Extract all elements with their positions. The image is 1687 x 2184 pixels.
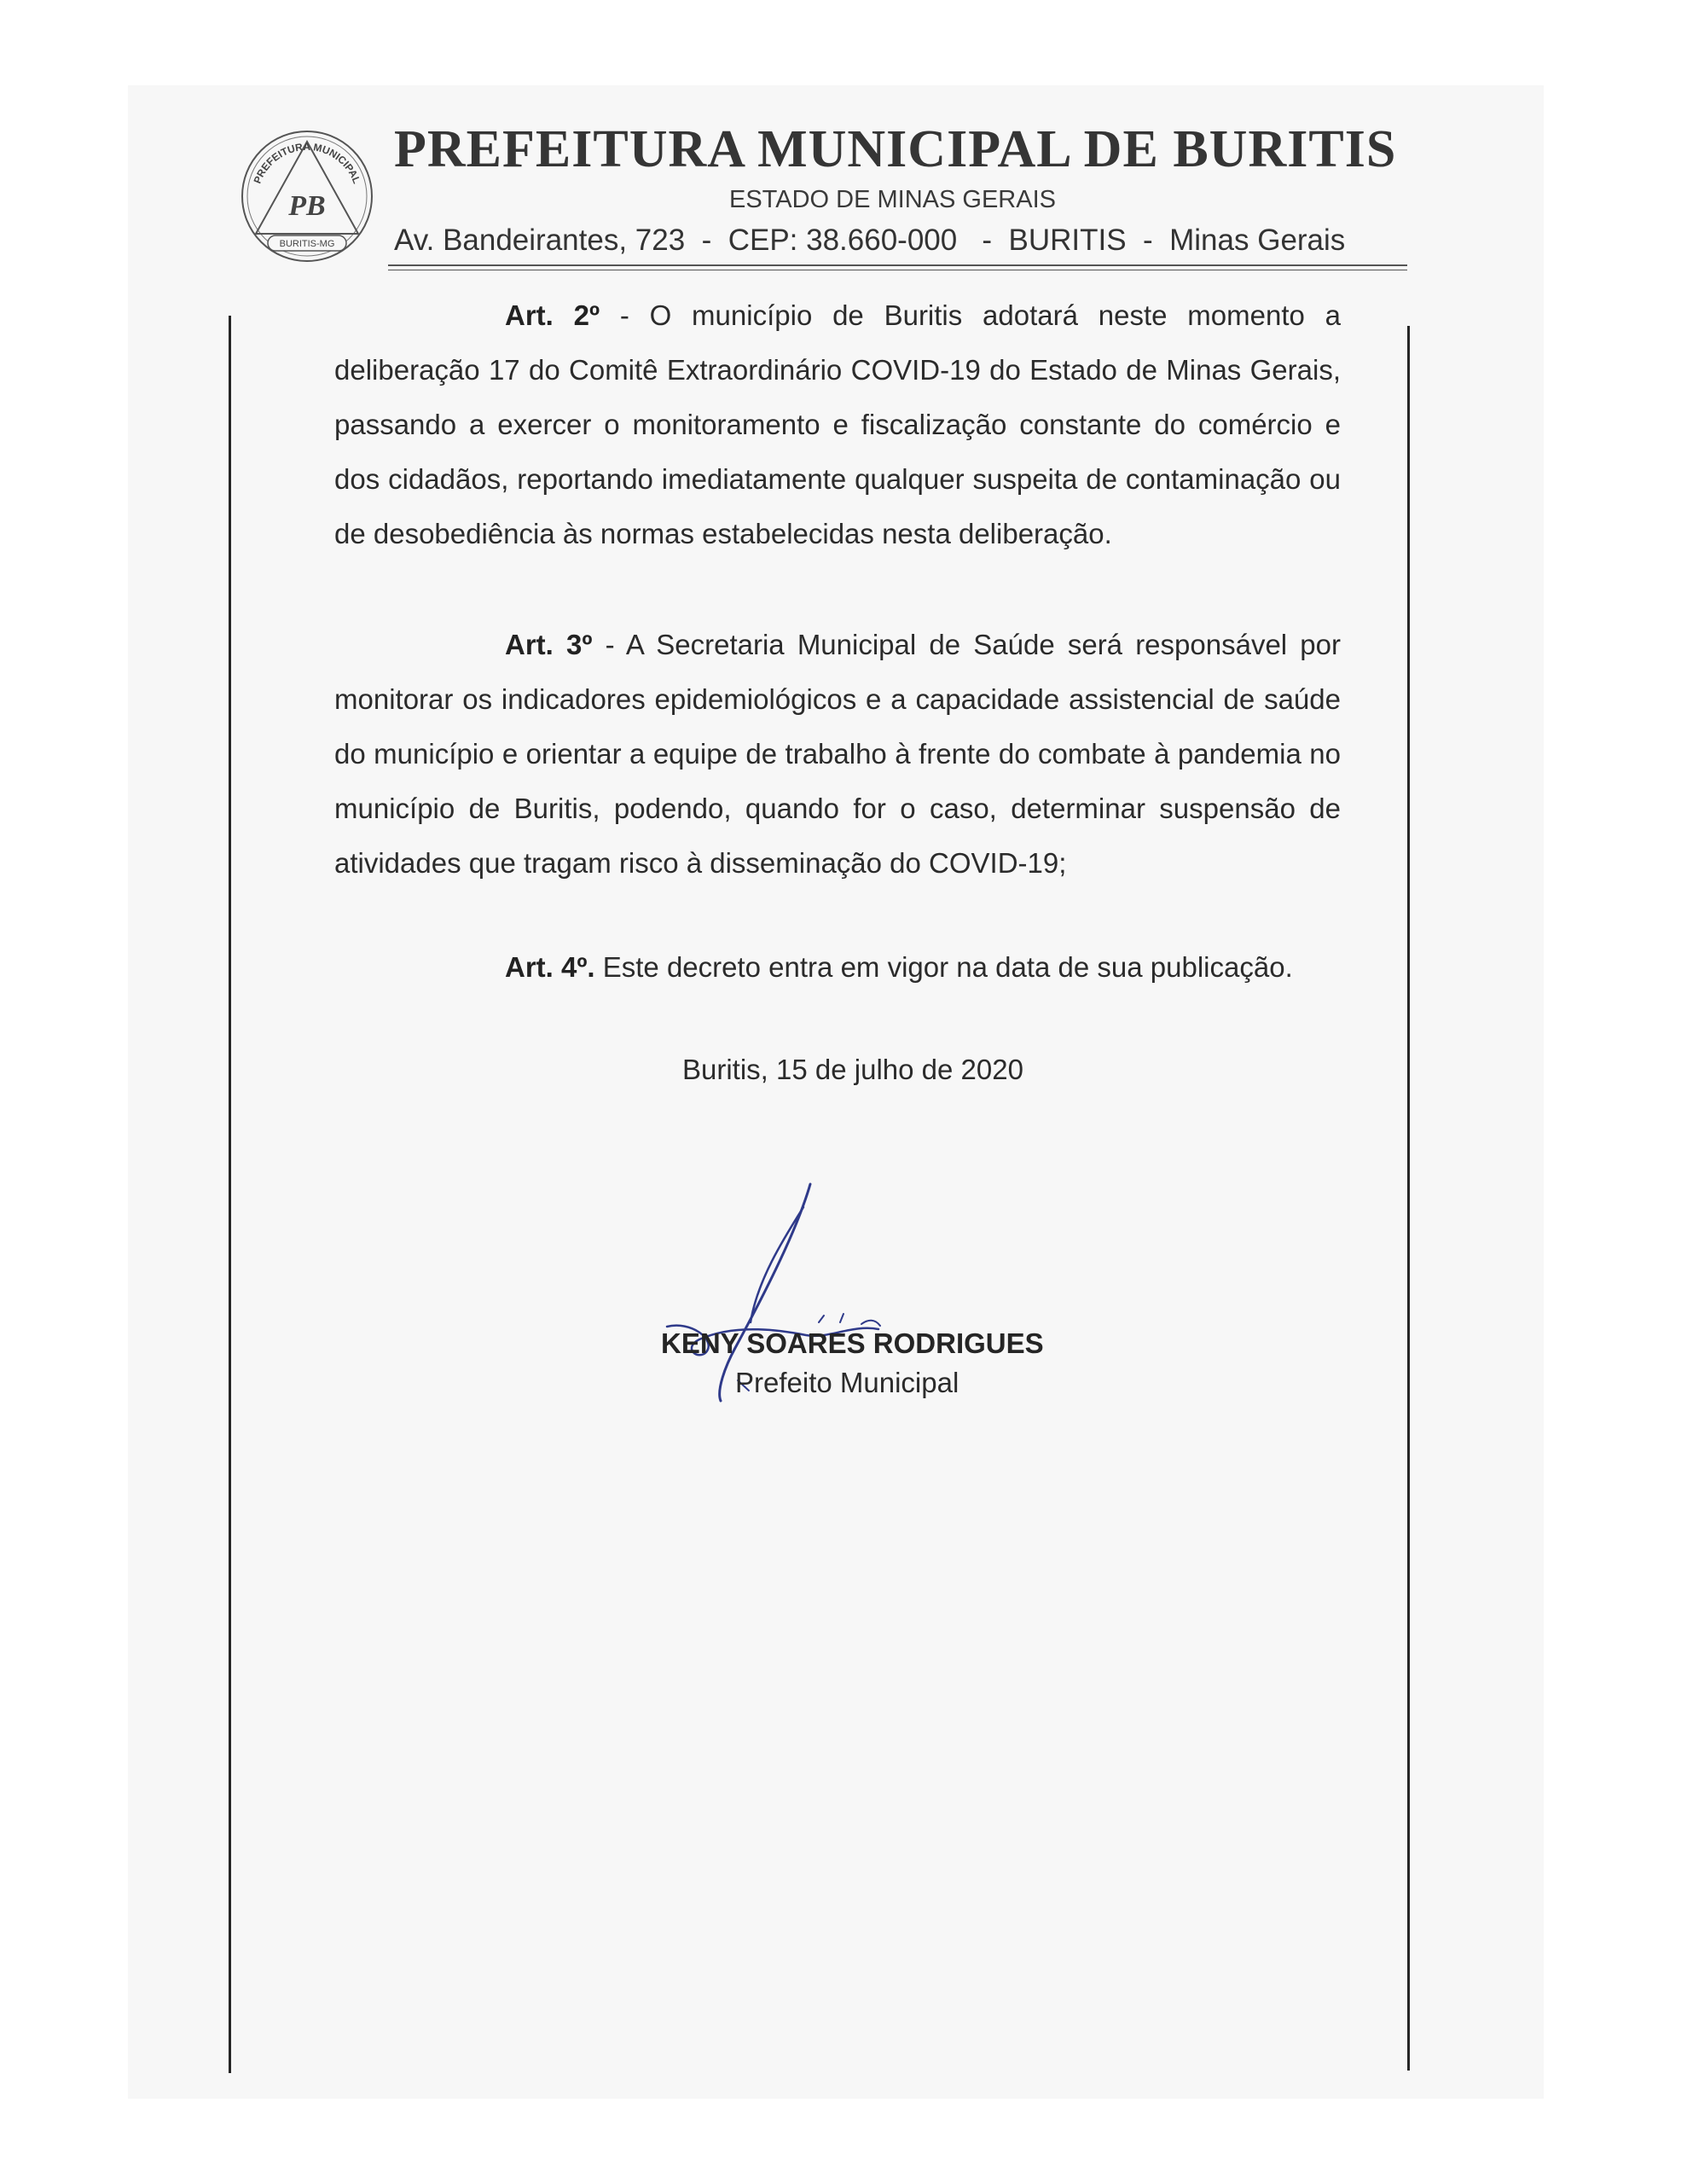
svg-text:PREFEITURA MUNICIPAL	[252, 141, 363, 185]
article-label: Art. 4º.	[505, 951, 595, 983]
article-text: - A Secretaria Municipal de Saúde será responsável por monitorar os indicadores epidemiológicos e a capacidade assistencial de saúde do município e orientar a equipe de trabalho à frente do combate à pandemia no município de Buritis, podendo, quando for o caso, determinar suspensão de atividades que tragam risco à disseminação do COVID-19;	[334, 629, 1341, 879]
seal-bottom-text: BURITIS-MG	[279, 239, 335, 249]
left-margin-line	[229, 316, 231, 2073]
article-3	[334, 618, 1341, 891]
article-4	[334, 940, 1341, 995]
article-label: Art. 3º	[505, 629, 593, 660]
page-title: PREFEITURA MUNICIPAL DE BURITIS	[394, 120, 1397, 178]
header-divider	[388, 264, 1407, 266]
article-text: - O município de Buritis adotará neste momento a deliberação 17 do Comitê Extraordinário COVID-19 do Estado de Minas Gerais, passando a exercer o monitoramento e fiscalização constante do comércio e dos cidadãos, reportando imediatamente qualquer suspeita de contaminação ou de desobediência às normas estabelecidas nesta deliberação.	[334, 299, 1341, 549]
seal-monogram: PB	[288, 190, 326, 222]
article-2	[334, 288, 1341, 561]
place-date: Buritis, 15 de julho de 2020	[682, 1054, 1023, 1085]
address-text: Av. Bandeirantes, 723 - CEP: 38.660-000 - BURITIS - Minas Gerais	[394, 224, 1346, 257]
article-text: Este decreto entra em vigor na data de sua publicação.	[594, 951, 1293, 983]
seal-top-text: PREFEITURA MUNICIPAL	[251, 140, 363, 186]
signer-role: Prefeito Municipal	[735, 1367, 959, 1398]
signer-name: KENY SOARES RODRIGUES	[661, 1327, 1044, 1359]
address-line	[394, 224, 1345, 258]
article-label: Art. 2º	[505, 299, 600, 331]
state-subtitle: ESTADO DE MINAS GERAIS	[729, 186, 1056, 213]
municipal-seal	[239, 128, 375, 264]
right-margin-line	[1407, 326, 1410, 2071]
